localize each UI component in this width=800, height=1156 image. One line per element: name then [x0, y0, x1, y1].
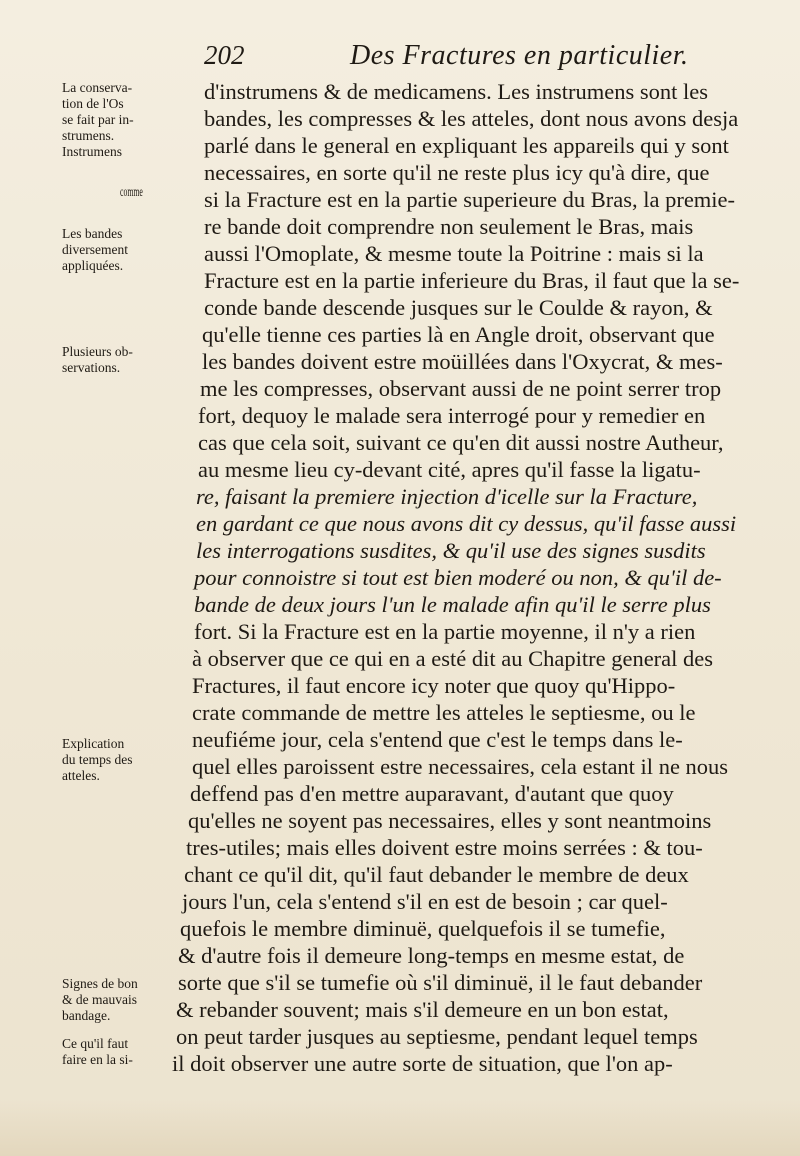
- margin-note-line: diversement: [62, 242, 128, 257]
- margin-note-line: Plusieurs ob-: [62, 344, 133, 359]
- text-line: sorte que s'il se tumefie où s'il diminuë, il le faut debander: [178, 970, 703, 995]
- text-line: quefois le membre diminuë, quelquefois il se tumefie,: [180, 916, 666, 941]
- running-title: Des Fractures en particulier.: [350, 40, 689, 71]
- text-line: qu'elle tienne ces parties là en Angle droit, observant que: [202, 322, 715, 347]
- margin-note-line: faire en la si-: [62, 1052, 133, 1067]
- margin-note-line: bandage.: [62, 1008, 111, 1023]
- text-line: deffend pas d'en mettre auparavant, d'autant que quoy: [190, 781, 674, 806]
- text-line: en gardant ce que nous avons dit cy dessus, qu'il fasse aussi: [196, 511, 737, 536]
- margin-note-line: Signes de bon: [62, 976, 138, 991]
- text-line: crate commande de mettre les atteles le septiesme, ou le: [192, 700, 696, 725]
- margin-note: [62, 976, 194, 1024]
- margin-note-line: & de mauvais: [62, 992, 137, 1007]
- text-line: il doit observer une autre sorte de situation, que l'on ap-: [172, 1051, 673, 1076]
- text-line: necessaires, en sorte qu'il ne reste plus icy qu'à dire, que: [204, 160, 710, 185]
- text-line: bande de deux jours l'un le malade afin qu'il le serre plus: [194, 592, 711, 617]
- text-line: qu'elles ne soyent pas necessaires, elles y sont neantmoins: [188, 808, 712, 833]
- text-line: Fractures, il faut encore icy noter que quoy qu'Hippo-: [192, 673, 676, 698]
- text-line: fort, dequoy le malade sera interrogé pour y remedier en: [198, 403, 706, 428]
- margin-note-line: Instrumens: [62, 144, 122, 159]
- margin-note-line: comme: [120, 184, 143, 199]
- margin-notes: [62, 80, 194, 1080]
- margin-note: [62, 736, 194, 784]
- text-line: fort. Si la Fracture est en la partie moyenne, il n'y a rien: [194, 619, 696, 644]
- margin-note-line: Explication: [62, 736, 125, 751]
- text-line: Fracture est en la partie inferieure du Bras, il faut que la se-: [204, 268, 740, 293]
- margin-note-line: strumens.: [62, 128, 115, 143]
- margin-note: [62, 80, 194, 160]
- body-text: [172, 78, 788, 1088]
- margin-note-line: appliquées.: [62, 258, 124, 273]
- text-line: cas que cela soit, suivant ce qu'en dit aussi nostre Autheur,: [198, 430, 724, 455]
- margin-note-line: tion de l'Os: [62, 96, 124, 111]
- margin-note-line: Ce qu'il faut: [62, 1036, 129, 1051]
- margin-note-line: se fait par in-: [62, 112, 134, 127]
- margin-note-line: La conserva-: [62, 80, 133, 95]
- text-line: les interrogations susdites, & qu'il use des signes susdits: [196, 538, 706, 563]
- margin-note-line: servations.: [62, 360, 121, 375]
- text-line: & d'autre fois il demeure long-temps en mesme estat, de: [178, 943, 685, 968]
- text-line: parlé dans le general en expliquant les appareils qui y sont: [204, 133, 729, 158]
- text-line: & rebander souvent; mais s'il demeure en un bon estat,: [176, 997, 669, 1022]
- text-line: quel elles paroissent estre necessaires, cela estant il ne nous: [192, 754, 729, 779]
- text-line: aussi l'Omoplate, & mesme toute la Poitrine : mais si la: [204, 241, 704, 266]
- text-line: jours l'un, cela s'entend s'il en est de besoin ; car quel-: [182, 889, 668, 914]
- text-line: neufiéme jour, cela s'entend que c'est le temps dans le-: [192, 727, 683, 752]
- text-line: au mesme lieu cy-devant cité, apres qu'il fasse la ligatu-: [198, 457, 701, 482]
- text-line: re bande doit comprendre non seulement le Bras, mais: [204, 214, 694, 239]
- text-line: si la Fracture est en la partie superieure du Bras, la premie-: [204, 187, 736, 212]
- margin-note: [62, 344, 194, 376]
- text-line: re, faisant la premiere injection d'icelle sur la Fracture,: [196, 484, 698, 509]
- text-line: pour connoistre si tout est bien moderé ou non, & qu'il de-: [194, 565, 722, 590]
- text-line: me les compresses, observant aussi de ne point serrer trop: [200, 376, 722, 401]
- margin-note-line: Les bandes: [62, 226, 123, 241]
- page-header: [200, 40, 780, 76]
- margin-note-line: atteles.: [62, 768, 100, 783]
- text-line: d'instrumens & de medicamens. Les instrumens sont les: [204, 79, 708, 104]
- text-line: bandes, les compresses & les atteles, dont nous avons desja: [204, 106, 739, 131]
- text-line: tres-utiles; mais elles doivent estre moins serrées : & tou-: [186, 835, 703, 860]
- text-line: les bandes doivent estre moüillées dans l'Oxycrat, & mes-: [202, 349, 723, 374]
- margin-note-line: du temps des: [62, 752, 133, 767]
- text-line: on peut tarder jusques au septiesme, pendant lequel temps: [176, 1024, 698, 1049]
- page-number: 202: [204, 40, 245, 70]
- text-line: conde bande descende jusques sur le Coulde & rayon, &: [204, 295, 713, 320]
- text-line: à observer que ce qui en a esté dit au Chapitre general des: [192, 646, 714, 671]
- page-edge-shadow: [0, 1100, 800, 1156]
- margin-note: [62, 226, 194, 274]
- text-line: chant ce qu'il dit, qu'il faut debander le membre de deux: [184, 862, 689, 887]
